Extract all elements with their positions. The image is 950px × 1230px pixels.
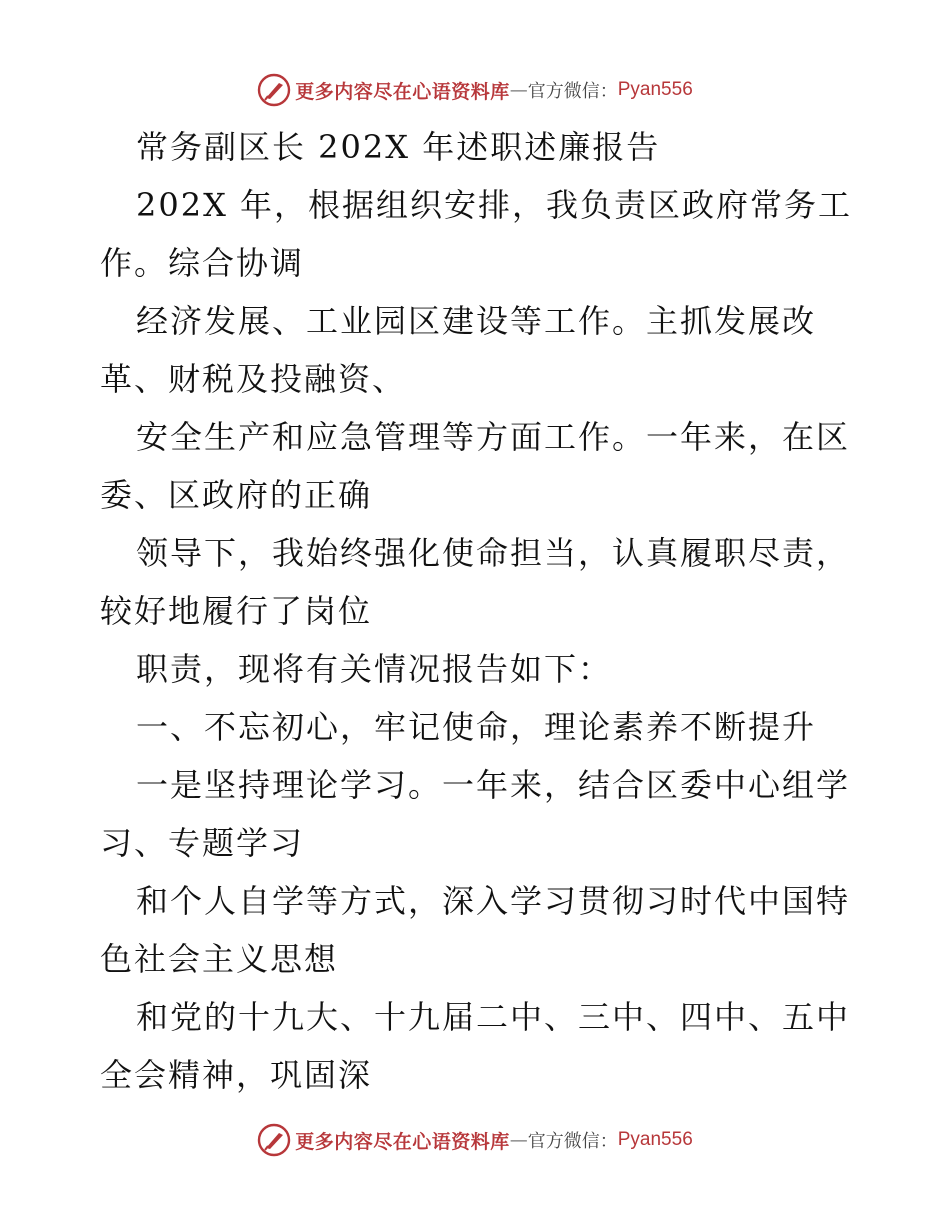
paragraph-line: 较好地履行了岗位 <box>100 592 373 630</box>
paragraph-line: 安全生产和应急管理等方面工作。一年来，在区 <box>136 418 851 456</box>
header-separator: — <box>509 79 528 101</box>
quill-pen-logo-icon <box>257 1123 291 1157</box>
footer-separator: — <box>509 1129 528 1151</box>
footer-brand: 更多内容尽在心语资料库 <box>295 1130 510 1153</box>
paragraph-line: 习、专题学习 <box>100 824 305 862</box>
header-banner <box>0 70 950 110</box>
paragraph-line: 全会精神，巩固深 <box>100 1056 373 1094</box>
header-brand: 更多内容尽在心语资料库 <box>295 80 510 103</box>
paragraph-line: 和党的十九大、十九届二中、三中、四中、五中 <box>136 998 851 1036</box>
paragraph-line: 一是坚持理论学习。一年来，结合区委中心组学 <box>136 766 851 804</box>
header-wechat-id: Pyan556 <box>617 79 693 100</box>
footer-wechat-id: Pyan556 <box>617 1129 693 1150</box>
paragraph-line: 委、区政府的正确 <box>100 476 373 514</box>
document-title: 常务副区长 202X 年述职述廉报告 <box>136 128 661 166</box>
paragraph-line: 职责，现将有关情况报告如下： <box>136 650 613 688</box>
paragraph-line: 色社会主义思想 <box>100 940 339 978</box>
paragraph-line: 经济发展、工业园区建设等工作。主抓发展改 <box>136 302 817 340</box>
paragraph-line: 作。综合协调 <box>100 244 305 282</box>
footer-official-label: 官方微信： <box>527 1131 618 1152</box>
paragraph-line: 领导下，我始终强化使命担当，认真履职尽责， <box>136 534 851 572</box>
document-body <box>100 118 860 1104</box>
quill-pen-logo-icon <box>257 73 291 107</box>
paragraph-line: 202X 年，根据组织安排，我负责区政府常务工 <box>136 186 853 224</box>
footer-banner <box>0 1120 950 1160</box>
paragraph-line: 革、财税及投融资、 <box>100 360 407 398</box>
section-heading: 一、不忘初心，牢记使命，理论素养不断提升 <box>136 708 817 746</box>
paragraph-line: 和个人自学等方式，深入学习贯彻习时代中国特 <box>136 882 851 920</box>
header-official-label: 官方微信： <box>527 81 618 102</box>
